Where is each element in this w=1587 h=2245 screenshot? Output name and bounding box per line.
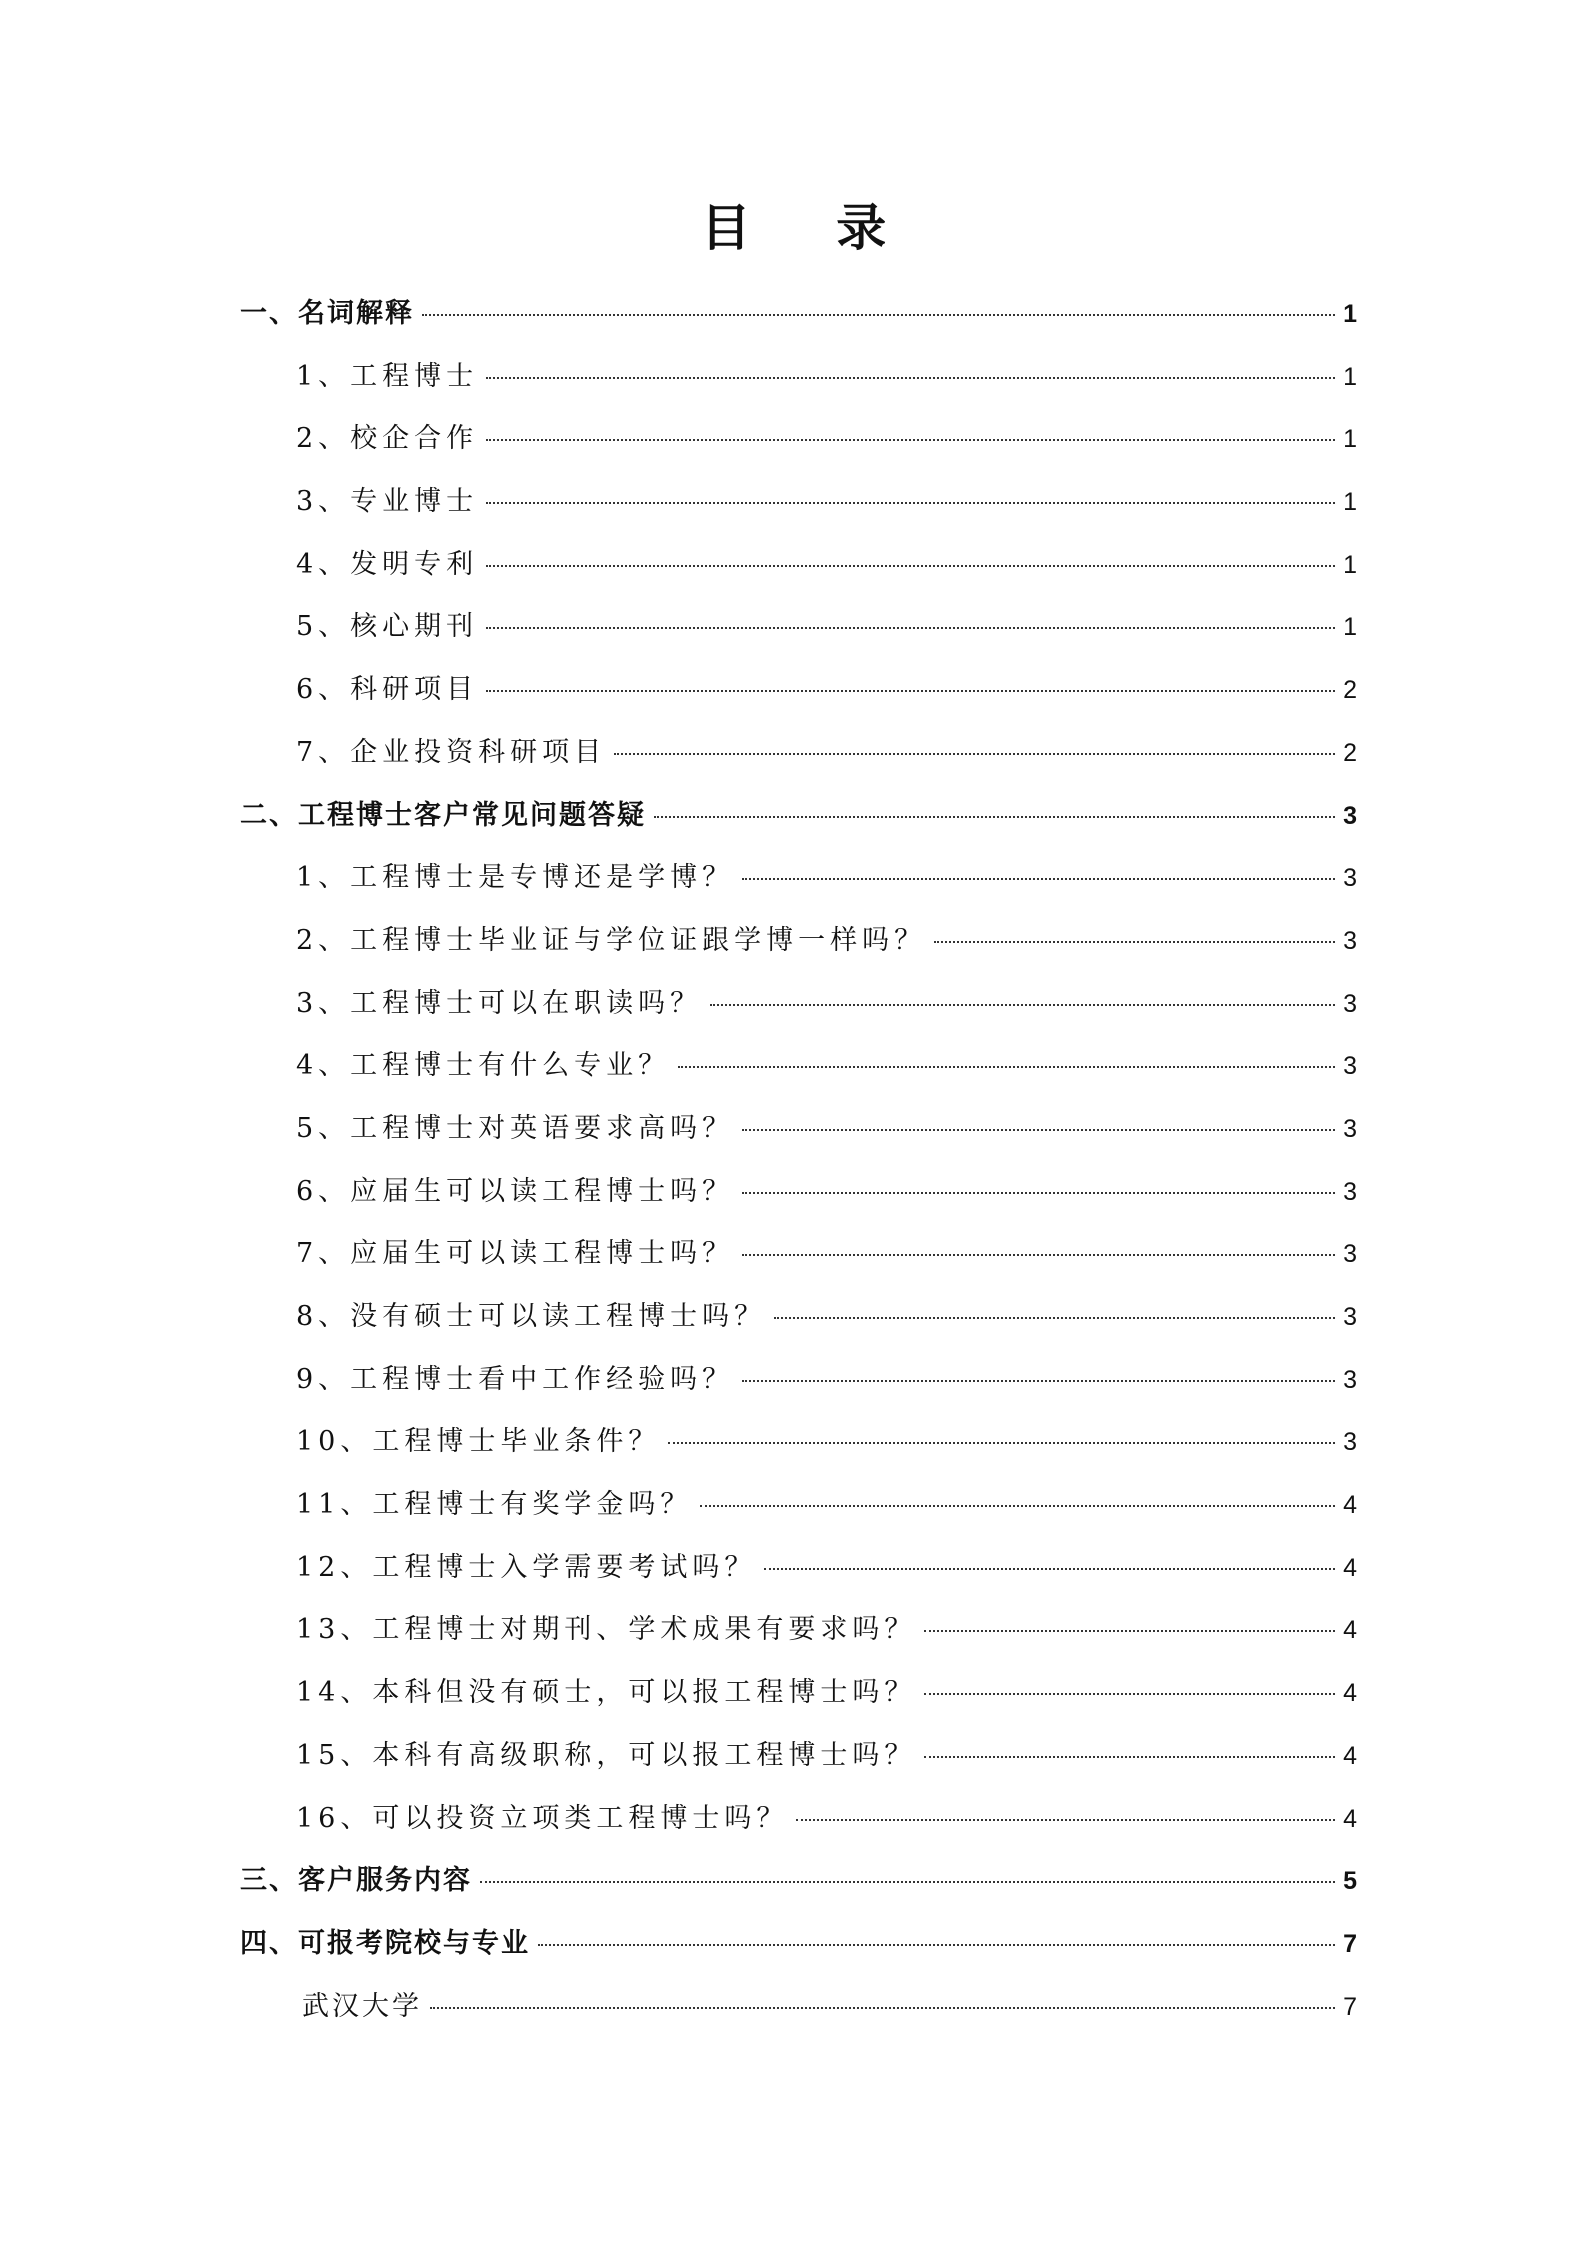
- toc-page-number: 2: [1343, 676, 1357, 705]
- toc-page-number: 2: [1343, 738, 1357, 767]
- toc-entry-label: 2、工程博士毕业证与学位证跟学博一样吗？: [296, 924, 927, 956]
- toc-page-number: 3: [1343, 1114, 1357, 1143]
- dot-leader: [614, 753, 1335, 755]
- toc-entry-label: 一、名词解释: [240, 298, 414, 329]
- toc-entry-label: 10、工程博士毕业条件？: [296, 1426, 661, 1458]
- toc-entry[interactable]: [240, 722, 1357, 785]
- dot-leader: [430, 2007, 1335, 2009]
- toc-entry[interactable]: [240, 1349, 1357, 1412]
- toc-entry-label: 4、工程博士有什么专业？: [296, 1050, 671, 1082]
- toc-page-number: 4: [1343, 1553, 1357, 1582]
- toc-entry-label: 3、专业博士: [296, 486, 479, 518]
- toc-page-number: 4: [1343, 1804, 1357, 1833]
- toc-entry[interactable]: [240, 1098, 1357, 1161]
- toc-section-heading[interactable]: [240, 1913, 1357, 1976]
- toc-entry[interactable]: [240, 408, 1357, 471]
- toc-page-number: 7: [1343, 1929, 1357, 1958]
- dot-leader: [486, 690, 1335, 692]
- dot-leader: [710, 1004, 1335, 1006]
- dot-leader: [796, 1819, 1335, 1821]
- dot-leader: [742, 1380, 1335, 1382]
- toc-page-number: 3: [1343, 864, 1357, 893]
- toc-page-number: 3: [1343, 1365, 1357, 1394]
- toc-entry[interactable]: [240, 1161, 1357, 1224]
- toc-page-number: 4: [1343, 1491, 1357, 1520]
- dot-leader: [486, 627, 1335, 629]
- toc-page-number: 4: [1343, 1616, 1357, 1645]
- toc-entry[interactable]: [240, 659, 1357, 722]
- toc-entry-label: 5、工程博士对英语要求高吗？: [296, 1112, 735, 1144]
- toc-entry-label: 4、发明专利: [296, 548, 479, 580]
- dot-leader: [924, 1630, 1335, 1632]
- toc-page-number: 3: [1343, 1177, 1357, 1206]
- toc-entry-label: 13、工程博士对期刊、学术成果有要求吗？: [296, 1614, 917, 1646]
- dot-leader: [486, 565, 1335, 567]
- toc-page-number: 1: [1343, 425, 1357, 454]
- toc-entry-label: 15、本科有高级职称，可以报工程博士吗？: [296, 1739, 917, 1771]
- toc-page-number: 3: [1343, 1303, 1357, 1331]
- toc-entry-label: 7、应届生可以读工程博士吗？: [296, 1238, 735, 1270]
- dot-leader: [700, 1505, 1335, 1507]
- dot-leader: [486, 502, 1335, 504]
- toc-entry-label: 2、校企合作: [296, 423, 479, 455]
- toc-page-number: 3: [1343, 1428, 1357, 1457]
- toc-entry[interactable]: [240, 973, 1357, 1036]
- toc-entry-label: 三、客户服务内容: [240, 1865, 472, 1897]
- toc-entry-label: 3、工程博士可以在职读吗？: [296, 987, 703, 1019]
- toc-entry-label: 8、没有硕士可以读工程博士吗？: [296, 1301, 767, 1332]
- toc-entry-label: 16、可以投资立项类工程博士吗？: [296, 1802, 789, 1834]
- dot-leader: [678, 1066, 1335, 1068]
- dot-leader: [668, 1442, 1335, 1444]
- toc-entry[interactable]: [240, 847, 1357, 910]
- dot-leader: [742, 1129, 1335, 1131]
- toc-section-heading[interactable]: [240, 785, 1357, 848]
- toc-entry[interactable]: [240, 1537, 1357, 1600]
- toc-entry[interactable]: [240, 471, 1357, 534]
- toc-entry-label: 二、工程博士客户常见问题答疑: [240, 799, 646, 831]
- toc-page-number: 1: [1343, 300, 1357, 328]
- toc-entry[interactable]: [240, 534, 1357, 597]
- table-of-contents: [240, 283, 1357, 2038]
- toc-title: 目 录: [700, 199, 921, 257]
- toc-entry[interactable]: [240, 1725, 1357, 1788]
- dot-leader: [764, 1568, 1335, 1570]
- toc-entry[interactable]: [240, 596, 1357, 659]
- toc-page-number: 4: [1343, 1679, 1357, 1708]
- toc-entry-label: 14、本科但没有硕士，可以报工程博士吗？: [296, 1677, 917, 1709]
- toc-entry-label: 12、工程博士入学需要考试吗？: [296, 1551, 757, 1583]
- toc-entry-label: 6、应届生可以读工程博士吗？: [296, 1175, 735, 1207]
- toc-page-number: 7: [1343, 1992, 1357, 2021]
- dot-leader: [486, 377, 1335, 379]
- dot-leader: [934, 941, 1335, 943]
- toc-page-number: 5: [1343, 1867, 1357, 1896]
- toc-entry-label: 7、企业投资科研项目: [296, 736, 607, 768]
- toc-entry[interactable]: [240, 1035, 1357, 1098]
- toc-entry-label: 1、工程博士是专博还是学博？: [296, 862, 735, 894]
- toc-entry-label: 9、工程博士看中工作经验吗？: [296, 1363, 735, 1395]
- toc-entry[interactable]: [240, 1286, 1357, 1349]
- toc-page-number: 3: [1343, 926, 1357, 955]
- toc-entry[interactable]: [240, 1411, 1357, 1474]
- dot-leader: [924, 1756, 1335, 1758]
- dot-leader: [742, 1254, 1335, 1256]
- toc-section-heading[interactable]: [240, 1850, 1357, 1913]
- dot-leader: [924, 1693, 1335, 1695]
- toc-section-heading[interactable]: [240, 283, 1357, 346]
- dot-leader: [742, 878, 1335, 880]
- dot-leader: [480, 1881, 1335, 1883]
- toc-page-number: 4: [1343, 1741, 1357, 1770]
- toc-entry[interactable]: [240, 1976, 1357, 2039]
- toc-page-number: 1: [1343, 550, 1357, 579]
- toc-page-number: 3: [1343, 801, 1357, 830]
- toc-entry-label: 武汉大学: [302, 1990, 422, 2022]
- dot-leader: [486, 439, 1335, 441]
- dot-leader: [774, 1317, 1335, 1319]
- toc-entry-label: 5、核心期刊: [296, 611, 479, 643]
- dot-leader: [654, 816, 1335, 818]
- toc-entry[interactable]: [240, 1474, 1357, 1537]
- toc-entry-label: 1、工程博士: [296, 360, 479, 392]
- toc-entry[interactable]: [240, 1599, 1357, 1662]
- toc-entry[interactable]: [240, 1662, 1357, 1725]
- toc-entry[interactable]: [240, 910, 1357, 973]
- toc-page-number: 1: [1343, 362, 1357, 391]
- dot-leader: [742, 1192, 1335, 1194]
- dot-leader: [422, 314, 1335, 316]
- toc-entry-label: 11、工程博士有奖学金吗？: [296, 1489, 693, 1521]
- toc-page-number: 3: [1343, 1240, 1357, 1269]
- toc-entry-label: 四、可报考院校与专业: [240, 1927, 530, 1959]
- toc-entry-label: 6、科研项目: [296, 674, 479, 706]
- toc-entry[interactable]: [240, 1788, 1357, 1851]
- toc-page-number: 3: [1343, 1052, 1357, 1081]
- toc-page-number: 1: [1343, 613, 1357, 642]
- toc-entry[interactable]: [240, 346, 1357, 409]
- toc-page-number: 1: [1343, 488, 1357, 517]
- toc-page-number: 3: [1343, 989, 1357, 1018]
- dot-leader: [538, 1944, 1335, 1946]
- toc-entry[interactable]: [240, 1223, 1357, 1286]
